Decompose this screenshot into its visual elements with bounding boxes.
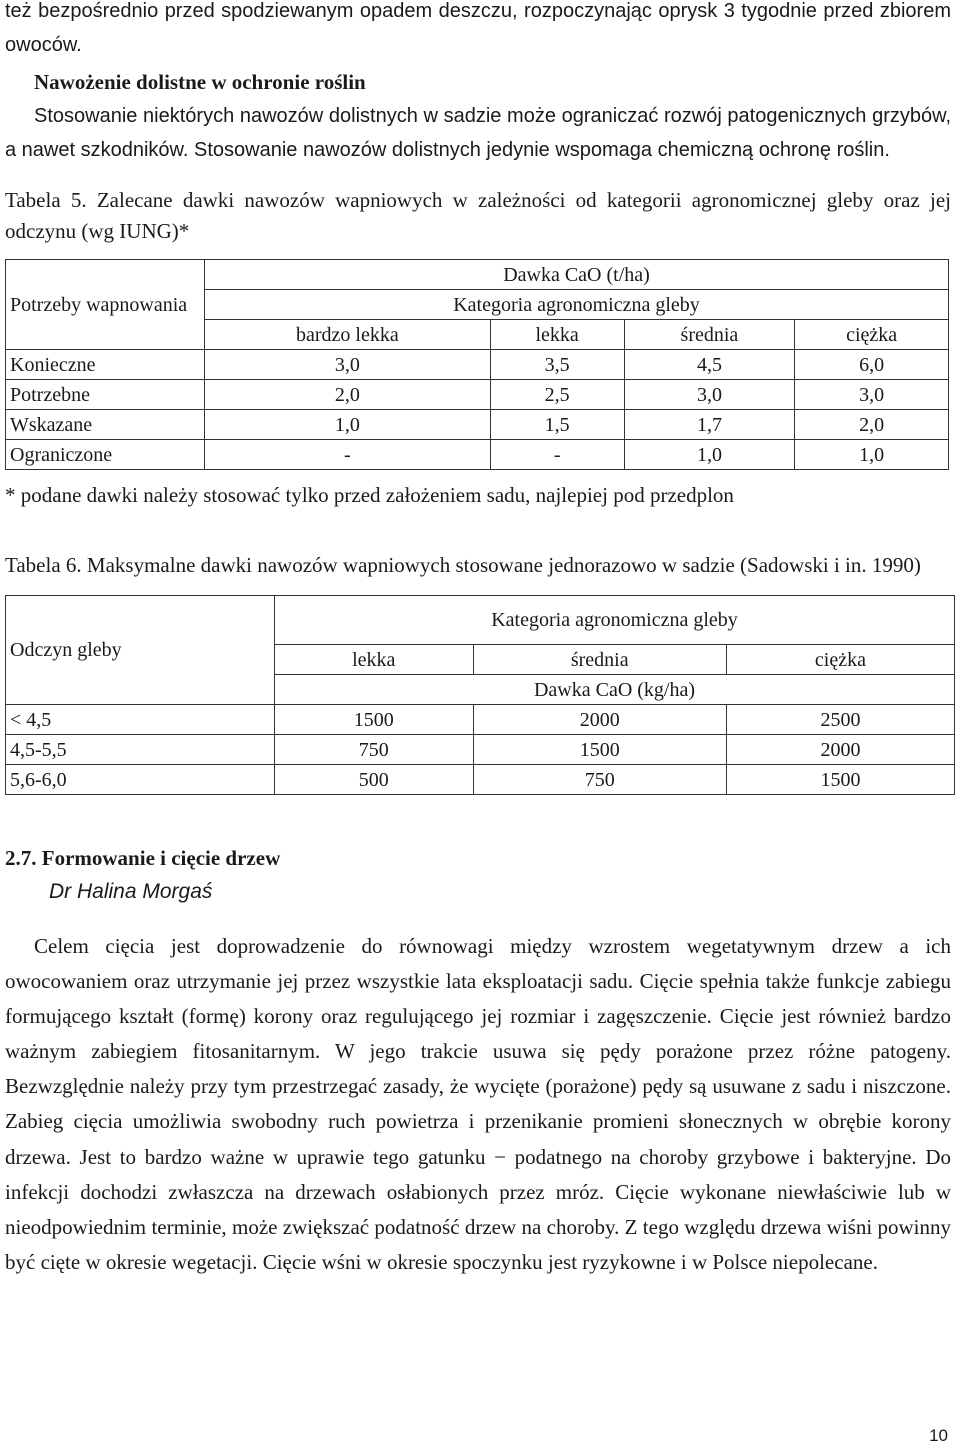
table-row [6,735,955,765]
table6 [5,595,955,795]
section-author: Dr Halina Morgaś [49,880,213,903]
table5-col-header: lekka [490,320,624,350]
table-cell: 1,0 [624,440,795,470]
foliar-paragraph: Stosowanie niektórych nawozów dolistnych w sadzie może ograniczać rozwój patogenicznych grzybów, a nawet szkodników. Stosowanie nawozów dolistnych jedynie wspomaga chemiczną ochronę roślin. [5,105,951,161]
table-cell: 6,0 [795,350,949,380]
table6-category-header: Kategoria agronomiczna gleby [275,596,955,645]
table5-row-header: Potrzeby wapnowania [6,260,205,350]
table-cell: 1,0 [795,440,949,470]
table-row-label: Wskazane [6,410,205,440]
table-cell: 3,0 [205,350,491,380]
table5-caption: Tabela 5. Zalecane dawki nawozów wapniowych w zależności od kategorii agronomicznej gleby oraz jej odczynu (wg IUNG)* [5,188,951,243]
section-heading-foliar: Nawożenie dolistne w ochronie roślin [34,70,366,94]
table-row-label: Potrzebne [6,380,205,410]
table-cell: - [205,440,491,470]
section-title: 2.7. Formowanie i cięcie drzew [5,846,281,870]
table-cell: 4,5 [624,350,795,380]
intro-paragraph: też bezpośrednio przed spodziewanym opadem deszczu, rozpoczynając oprysk 3 tygodnie przed zbiorem owoców. [5,0,951,56]
table-cell: 2000 [473,705,726,735]
table-row [6,440,949,470]
table6-col-header: ciężka [726,645,954,675]
table-cell: - [490,440,624,470]
table-cell: 1500 [726,765,954,795]
table-cell: 2,5 [490,380,624,410]
table-cell: 750 [473,765,726,795]
table-cell: 2,0 [205,380,491,410]
table-row-label: Konieczne [6,350,205,380]
table6-col-header: lekka [275,645,474,675]
table6-col-header: średnia [473,645,726,675]
page-number: 10 [929,1426,948,1445]
table-cell: 500 [275,765,474,795]
table-cell: 3,0 [795,380,949,410]
section-body: Celem cięcia jest doprowadzenie do równowagi między wzrostem wegetatywnym drzew a ich owocowaniem oraz utrzymanie jej przez wszystkie lata eksploatacji sadu. Cięcie spełnia także funkcje zabiegu formującego kształt (formę) korony oraz regulującego jej rozmiar i zagęszczenie. Cięcie jest również bardzo ważnym zabiegiem fitosanitarnym. W jego trakcie usuwa się pędy porażone przez różne patogeny. Bezwzględnie należy przy tym przestrzegać zasady, że wycięte (porażone) pędy są usuwane z sadu i niszczone. Zabieg cięcia umożliwia swobodny ruch powietrza i przenikanie promieni słonecznych w obrębie korony drzewa. Jest to bardzo ważne w uprawie tego gatunku − podatnego na choroby grzybowe i bakteryjne. Do infekcji dochodzi zwłaszcza na drzewach osłabionych przez mróz. Cięcie wykonane niewłaściwie lub w nieodpowiednim terminie, może zwiększać podatność drzew na choroby. Z tego względu drzewa wiśni powinny być cięte w okresie wegetacji. Cięcie wśni w okresie spoczynku jest ryzykowne i w Polsce niepolecane. [5,934,951,1274]
table-row [6,765,955,795]
table5-col-header: ciężka [795,320,949,350]
table-cell: 1,7 [624,410,795,440]
table6-caption: Tabela 6. Maksymalne dawki nawozów wapniowych stosowane jednorazowo w sadzie (Sadowski i in. 1990) [5,553,921,577]
table-row [6,410,949,440]
table-cell: 750 [275,735,474,765]
table5-dose-header: Dawka CaO (t/ha) [205,260,949,290]
table-row-label: 4,5-5,5 [6,735,275,765]
table-row-label: Ograniczone [6,440,205,470]
document-page [5,0,951,1280]
table-row [6,705,955,735]
table-cell: 1,5 [490,410,624,440]
table-cell: 3,5 [490,350,624,380]
table-row [6,380,949,410]
table-cell: 1500 [473,735,726,765]
table-cell: 3,0 [624,380,795,410]
table5-col-header: średnia [624,320,795,350]
table-row-label: 5,6-6,0 [6,765,275,795]
table-cell: 2500 [726,705,954,735]
table5 [5,259,949,470]
table-cell: 1500 [275,705,474,735]
table-cell: 1,0 [205,410,491,440]
table-row-label: < 4,5 [6,705,275,735]
table-row [6,350,949,380]
table5-col-header: bardzo lekka [205,320,491,350]
table-cell: 2,0 [795,410,949,440]
table-cell: 2000 [726,735,954,765]
table6-dose-header: Dawka CaO (kg/ha) [275,675,955,705]
table6-row-header: Odczyn gleby [6,596,275,705]
table5-footnote: * podane dawki należy stosować tylko przed założeniem sadu, najlepiej pod przedplon [5,483,734,507]
table5-category-header: Kategoria agronomiczna gleby [205,290,949,320]
